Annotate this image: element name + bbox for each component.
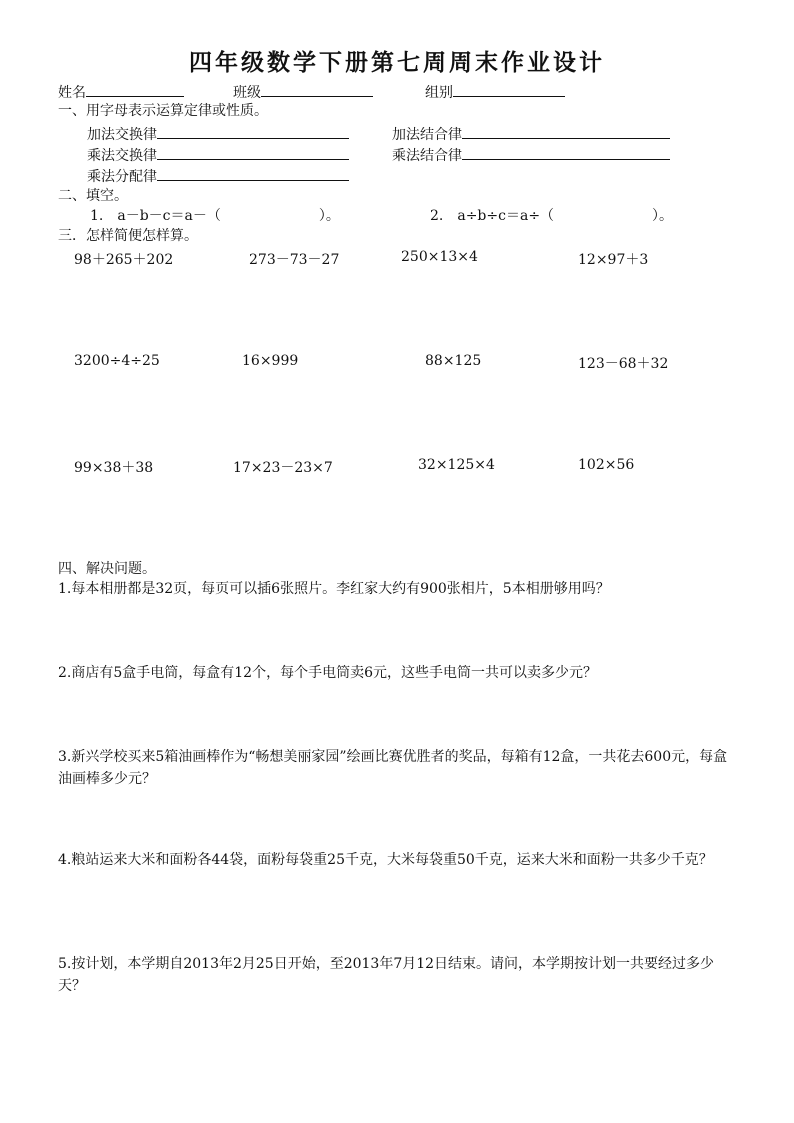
- section2-heading: 二、填空。: [58, 188, 128, 204]
- group-label: 组别: [425, 85, 453, 101]
- word-problem-3: 3.新兴学校买来5箱油画棒作为“畅想美丽家园”绘画比赛优胜者的奖品，每箱有12盒，一共花去600元，每盒油画棒多少元？: [58, 749, 728, 787]
- name-label: 姓名: [58, 85, 86, 101]
- law-blank[interactable]: [462, 124, 670, 139]
- law-item: [392, 145, 670, 165]
- class-blank[interactable]: [261, 82, 373, 97]
- fill-question-1: 1. a－b－c＝a－（ ）。: [90, 208, 340, 224]
- law-item: [392, 124, 670, 144]
- law-item: [87, 145, 349, 165]
- calc-expression: 123－68＋32: [578, 356, 669, 372]
- calc-expression: 99×38＋38: [74, 460, 154, 476]
- section3-heading: 三．怎样简便怎样算。: [58, 228, 198, 244]
- law-blank[interactable]: [157, 124, 349, 139]
- calc-expression: 102×56: [578, 457, 635, 473]
- word-problem-5: 5.按计划，本学期自2013年2月25日开始，至2013年7月12日结束。请问，本学期按计划一共要经过多少天？: [58, 956, 715, 994]
- law-item: [87, 166, 349, 186]
- section4-heading: 四、解决问题。: [58, 561, 156, 577]
- law-label: 加法结合律: [392, 127, 462, 143]
- calc-expression: 3200÷4÷25: [74, 353, 160, 369]
- law-blank[interactable]: [462, 145, 670, 160]
- word-problem-2: 2.商店有5盒手电筒，每盒有12个，每个手电筒卖6元，这些手电筒一共可以卖多少元？: [58, 665, 597, 681]
- section1-heading: 一、用字母表示运算定律或性质。: [58, 103, 268, 119]
- fill-question-2: 2. a÷b÷c＝a÷（ ）。: [430, 208, 674, 224]
- law-label: 加法交换律: [87, 127, 157, 143]
- law-blank[interactable]: [157, 145, 349, 160]
- group-blank[interactable]: [453, 82, 565, 97]
- law-label: 乘法交换律: [87, 148, 157, 164]
- calc-expression: 273－73－27: [249, 252, 340, 268]
- calc-expression: 32×125×4: [418, 457, 495, 473]
- law-label: 乘法分配律: [87, 169, 157, 185]
- class-field: [233, 82, 373, 102]
- calc-expression: 16×999: [242, 353, 299, 369]
- calc-expression: 88×125: [425, 353, 482, 369]
- law-item: [87, 124, 349, 144]
- calc-expression: 12×97＋3: [578, 252, 649, 268]
- calc-expression: 17×23－23×7: [233, 460, 333, 476]
- page-title: 四年级数学下册第七周周末作业设计: [189, 49, 605, 76]
- class-label: 班级: [233, 85, 261, 101]
- name-blank[interactable]: [86, 82, 184, 97]
- group-field: [425, 82, 565, 102]
- law-blank[interactable]: [157, 166, 349, 181]
- calc-expression: 98＋265＋202: [74, 252, 174, 268]
- word-problem-1: 1.每本相册都是32页，每页可以插6张照片。李红家大约有900张相片，5本相册够用吗？: [58, 581, 610, 597]
- name-field: [58, 82, 184, 102]
- law-label: 乘法结合律: [392, 148, 462, 164]
- word-problem-4: 4.粮站运来大米和面粉各44袋，面粉每袋重25千克，大米每袋重50千克，运来大米和面粉一共多少千克？: [58, 852, 713, 868]
- calc-expression: 250×13×4: [401, 249, 478, 265]
